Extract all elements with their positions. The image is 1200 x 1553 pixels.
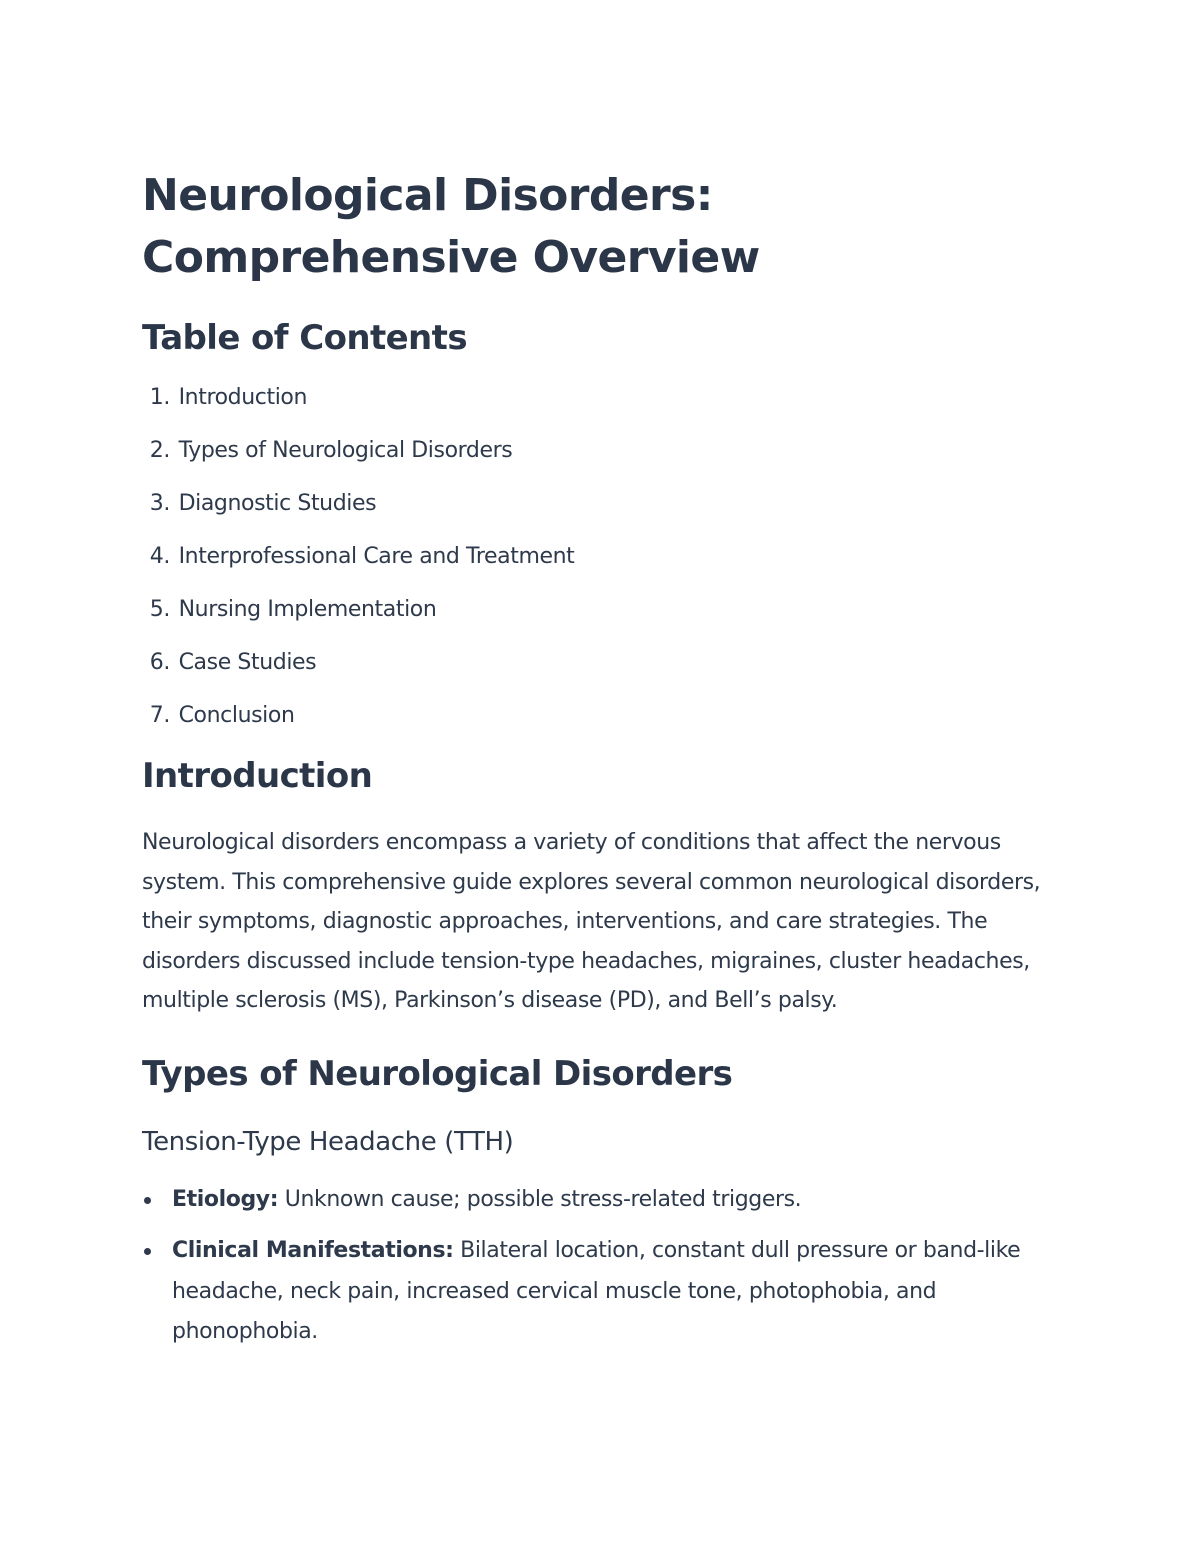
toc-item-number: 4. [149,544,170,569]
toc-item-number: 2. [149,438,170,463]
toc-item-nursing-implementation[interactable] [142,595,1062,625]
list-item [142,1231,1052,1352]
bullet-term: Etiology: [172,1186,279,1212]
introduction-heading: Introduction [142,756,373,796]
table-of-contents [142,383,1062,731]
types-heading: Types of Neurological Disorders [142,1053,733,1094]
toc-item-number: 3. [149,491,170,516]
document-page [142,165,1062,1364]
toc-item-interprofessional-care[interactable] [142,542,1062,572]
bullet-icon [144,1197,151,1204]
bullet-icon [144,1248,151,1255]
toc-item-label: Interprofessional Care and Treatment [178,544,575,569]
toc-item-label: Types of Neurological Disorders [178,438,513,463]
toc-item-label: Diagnostic Studies [178,491,377,516]
list-item [142,1180,1052,1220]
bullet-text: Bilateral location, constant dull pressure or band-like headache, neck pain, increased cervical muscle tone, photophobia, and phonophobia. [172,1238,1021,1345]
introduction-paragraph: Neurological disorders encompass a variety of conditions that affect the nervous system. This comprehensive guide explores several common neurological disorders, their symptoms, diagnostic approaches, interventions, and care strategies. The disorders discussed include tension-type headaches, migraines, cluster headaches, multiple sclerosis (MS), Parkinson’s disease (PD), and Bell’s palsy. [142,830,1041,1014]
toc-item-types[interactable] [142,436,1062,466]
toc-item-number: 6. [149,650,170,675]
toc-heading: Table of Contents [142,318,467,358]
bullet-text: Unknown cause; possible stress-related triggers. [278,1186,802,1212]
toc-item-introduction[interactable] [142,383,1062,413]
document-title: Neurological Disorders: Comprehensive Overview [142,170,760,283]
toc-item-conclusion[interactable] [142,701,1062,731]
toc-item-label: Nursing Implementation [178,597,437,622]
tth-heading: Tension-Type Headache (TTH) [142,1126,514,1157]
toc-item-number: 7. [149,703,170,728]
toc-item-label: Case Studies [178,650,317,675]
toc-item-number: 1. [149,385,170,410]
toc-item-label: Introduction [178,385,308,410]
toc-item-case-studies[interactable] [142,648,1062,678]
tth-bullet-list [142,1180,1062,1353]
toc-item-number: 5. [149,597,170,622]
toc-item-label: Conclusion [178,703,295,728]
bullet-term: Clinical Manifestations: [172,1238,454,1264]
toc-item-diagnostic-studies[interactable] [142,489,1062,519]
